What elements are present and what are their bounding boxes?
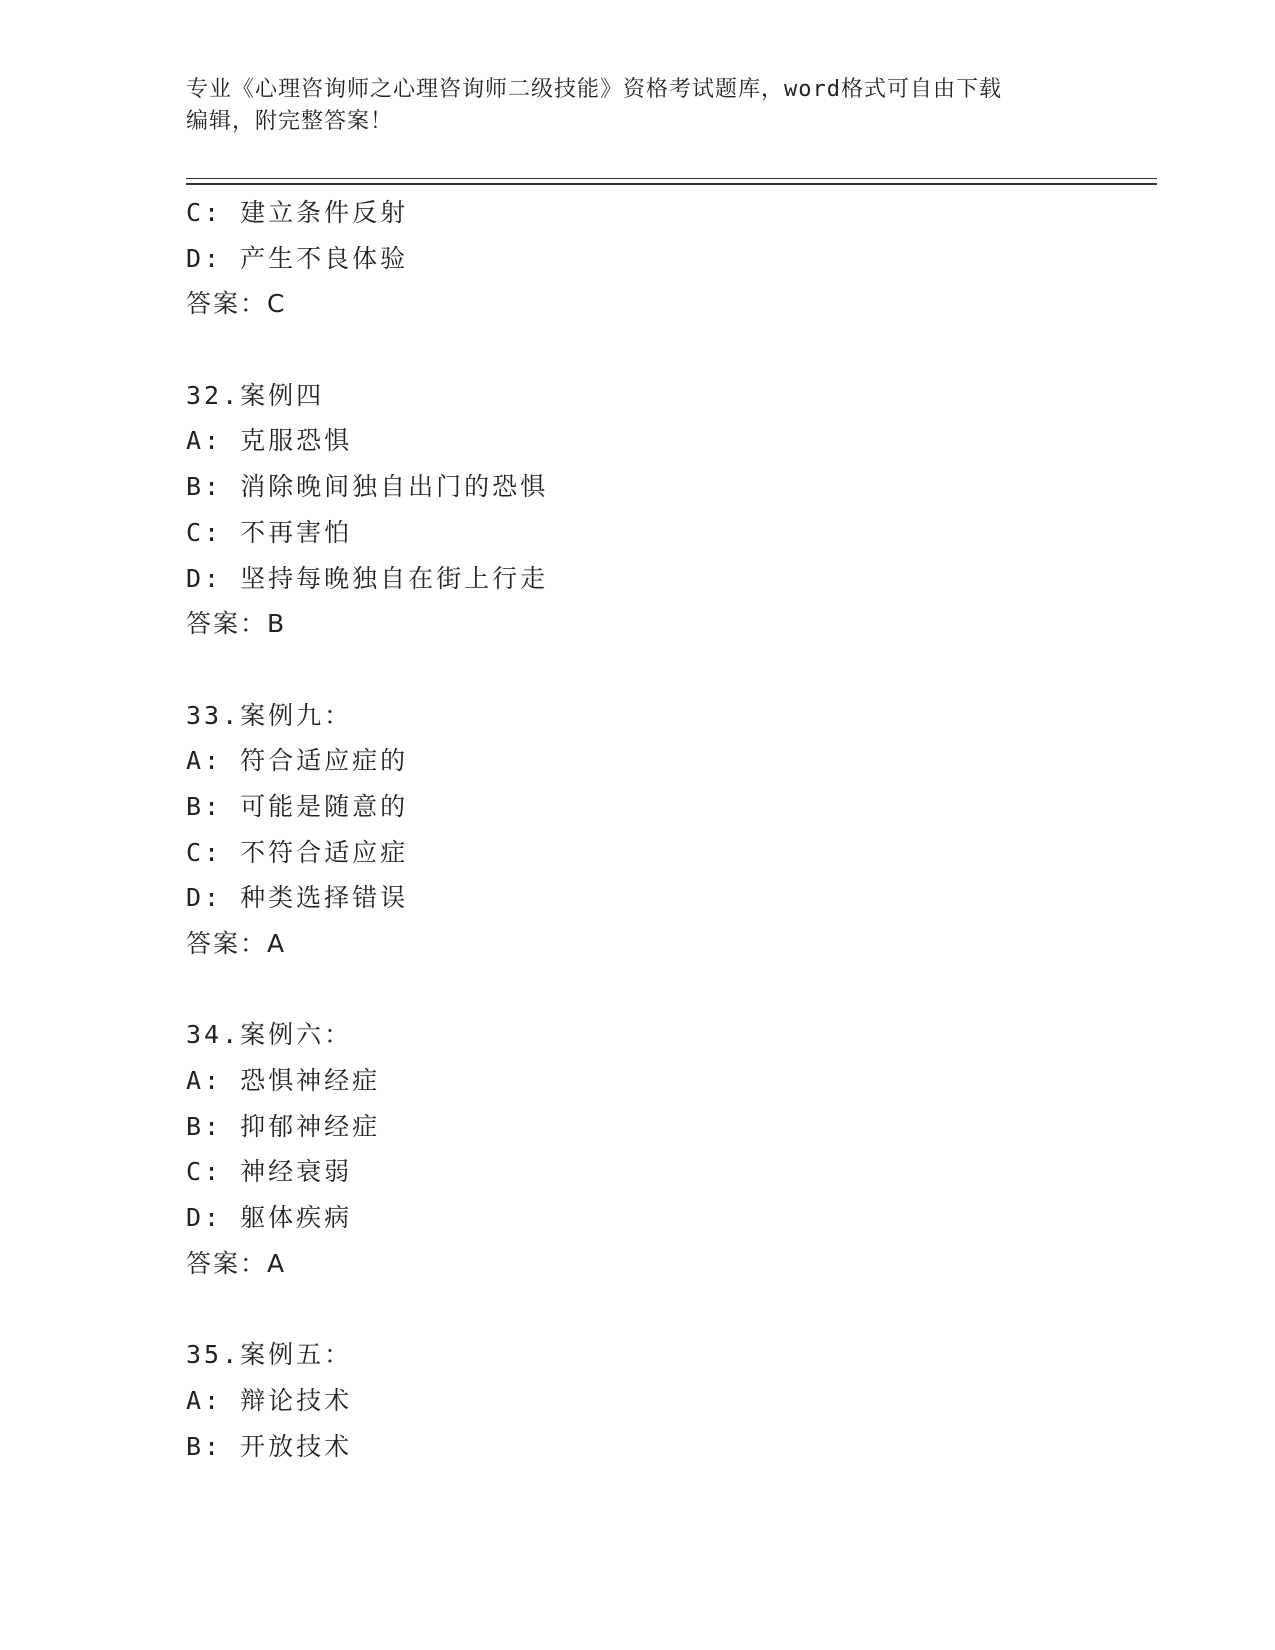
header-divider-thin xyxy=(186,178,1157,179)
option-d: D: 种类选择错误 xyxy=(186,883,409,913)
option-a: A: 符合适应症的 xyxy=(186,746,409,776)
option-d: D: 坚持每晚独自在街上行走 xyxy=(186,563,549,593)
spacer xyxy=(186,327,1146,373)
question-35 xyxy=(186,1332,1146,1469)
option-c: C: 不符合适应症 xyxy=(186,837,409,867)
question-list xyxy=(186,190,1146,1469)
option-d: D: 躯体疾病 xyxy=(186,1203,353,1233)
option-d: D: 产生不良体验 xyxy=(186,243,409,273)
answer: 答案：A xyxy=(186,1248,287,1278)
question-32 xyxy=(186,373,1146,647)
answer: 答案：A xyxy=(186,929,287,958)
question-title: 35.案例五： xyxy=(186,1340,353,1370)
option-a: A: 辩论技术 xyxy=(186,1385,353,1415)
option-b: B: 可能是随意的 xyxy=(186,791,409,821)
header-line-1: 专业《心理咨询师之心理咨询师二级技能》资格考试题库，word格式可自由下载 xyxy=(186,77,1002,102)
question-31-continuation xyxy=(186,190,1146,327)
answer: 答案：B xyxy=(186,609,287,639)
spacer xyxy=(186,647,1146,693)
option-c: C: 神经衰弱 xyxy=(186,1157,353,1187)
document-header xyxy=(186,74,1086,138)
spacer xyxy=(186,1287,1146,1333)
header-line-2: 编辑，附完整答案！ xyxy=(186,109,394,134)
question-title: 32.案例四 xyxy=(186,380,325,410)
question-33 xyxy=(186,693,1146,967)
option-a: A: 恐惧神经症 xyxy=(186,1066,381,1096)
option-c: C: 建立条件反射 xyxy=(186,198,409,227)
option-c: C: 不再害怕 xyxy=(186,517,353,547)
option-b: B: 开放技术 xyxy=(186,1431,353,1461)
spacer xyxy=(186,967,1146,1013)
option-b: B: 消除晚间独自出门的恐惧 xyxy=(186,472,549,502)
question-34 xyxy=(186,1012,1146,1286)
question-title: 34.案例六： xyxy=(186,1020,353,1050)
option-a: A: 克服恐惧 xyxy=(186,426,353,456)
question-title: 33.案例九： xyxy=(186,700,353,730)
option-b: B: 抑郁神经症 xyxy=(186,1111,381,1141)
header-divider-thick xyxy=(186,183,1157,185)
answer: 答案：C xyxy=(186,289,287,319)
